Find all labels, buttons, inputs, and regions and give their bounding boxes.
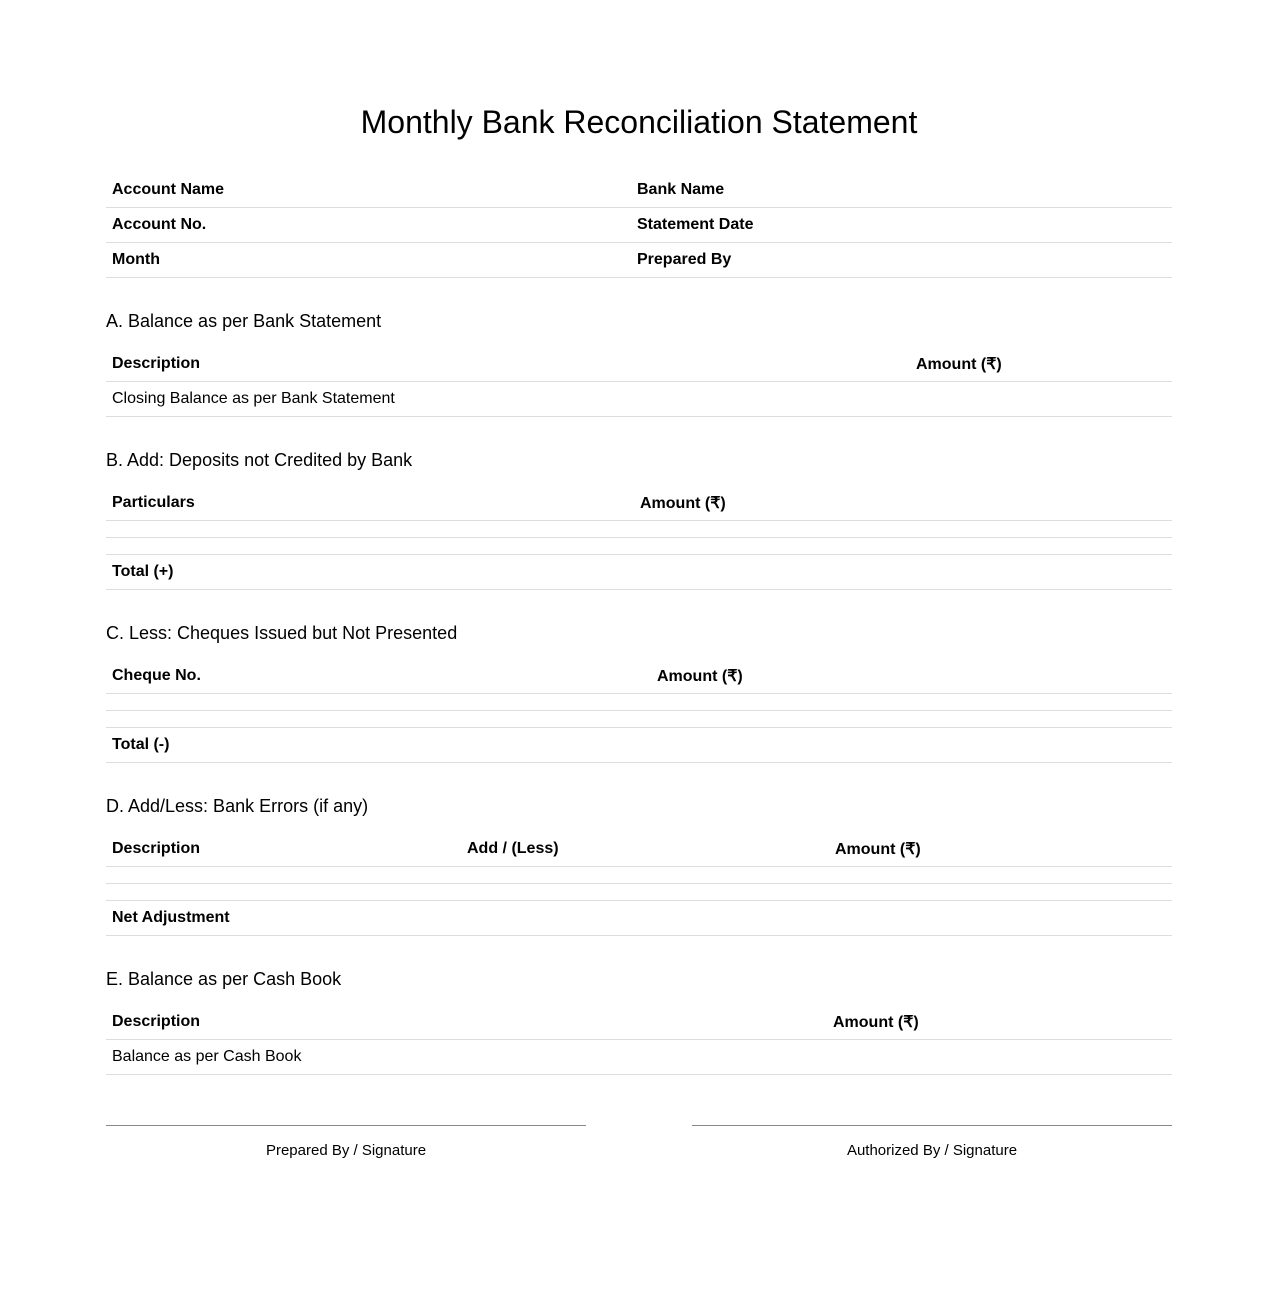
statement-date-label: Statement Date bbox=[631, 208, 1172, 243]
col-description: Description bbox=[106, 347, 910, 382]
net-adjustment-amount[interactable] bbox=[829, 901, 1172, 936]
empty-cell[interactable] bbox=[106, 711, 651, 728]
month-label: Month bbox=[106, 243, 631, 278]
net-adjustment-label: Net Adjustment bbox=[106, 901, 461, 936]
prepared-by-label: Prepared By bbox=[631, 243, 1172, 278]
empty-cell[interactable] bbox=[829, 867, 1172, 884]
account-no-label: Account No. bbox=[106, 208, 631, 243]
col-particulars: Particulars bbox=[106, 486, 634, 521]
cash-book-balance-row: Balance as per Cash Book bbox=[106, 1040, 827, 1075]
account-name-label: Account Name bbox=[106, 173, 631, 208]
col-cheque-no: Cheque No. bbox=[106, 659, 651, 694]
col-amount: Amount (₹) bbox=[910, 347, 1172, 382]
closing-balance-row: Closing Balance as per Bank Statement bbox=[106, 382, 910, 417]
col-amount: Amount (₹) bbox=[827, 1005, 1172, 1040]
section-a-table bbox=[106, 347, 1172, 417]
col-description: Description bbox=[106, 1005, 827, 1040]
bank-name-label: Bank Name bbox=[631, 173, 1172, 208]
empty-cell[interactable] bbox=[106, 867, 461, 884]
empty-cell[interactable] bbox=[106, 694, 651, 711]
empty-cell[interactable] bbox=[634, 521, 1172, 538]
empty-cell[interactable] bbox=[651, 711, 1172, 728]
col-amount: Amount (₹) bbox=[634, 486, 1172, 521]
total-minus-label: Total (-) bbox=[106, 728, 651, 763]
authorized-by-signature: Authorized By / Signature bbox=[692, 1125, 1172, 1159]
col-amount: Amount (₹) bbox=[651, 659, 1172, 694]
section-e-heading: E. Balance as per Cash Book bbox=[106, 969, 342, 989]
col-description: Description bbox=[106, 832, 461, 867]
empty-cell[interactable] bbox=[461, 884, 829, 901]
section-d-table bbox=[106, 832, 1172, 936]
section-c-table bbox=[106, 659, 1172, 763]
page-title: Monthly Bank Reconciliation Statement bbox=[360, 104, 918, 140]
total-plus-amount[interactable] bbox=[634, 555, 1172, 590]
prepared-by-signature: Prepared By / Signature bbox=[106, 1125, 586, 1159]
empty-cell[interactable] bbox=[106, 521, 634, 538]
signature-area bbox=[106, 1125, 1172, 1159]
total-minus-amount[interactable] bbox=[651, 728, 1172, 763]
cash-book-balance-amount[interactable] bbox=[827, 1040, 1172, 1075]
closing-balance-amount[interactable] bbox=[910, 382, 1172, 417]
account-info-table bbox=[106, 173, 1172, 278]
empty-cell[interactable] bbox=[106, 884, 461, 901]
section-b-table bbox=[106, 486, 1172, 590]
section-c-heading: C. Less: Cheques Issued but Not Presented bbox=[106, 623, 458, 643]
empty-cell[interactable] bbox=[651, 694, 1172, 711]
empty-cell[interactable] bbox=[461, 901, 829, 936]
col-amount: Amount (₹) bbox=[829, 832, 1172, 867]
empty-cell[interactable] bbox=[829, 884, 1172, 901]
empty-cell[interactable] bbox=[634, 538, 1172, 555]
empty-cell[interactable] bbox=[461, 867, 829, 884]
section-b-heading: B. Add: Deposits not Credited by Bank bbox=[106, 450, 413, 470]
section-e-table bbox=[106, 1005, 1172, 1075]
total-plus-label: Total (+) bbox=[106, 555, 634, 590]
empty-cell[interactable] bbox=[106, 538, 634, 555]
col-add-less: Add / (Less) bbox=[461, 832, 829, 867]
section-d-heading: D. Add/Less: Bank Errors (if any) bbox=[106, 796, 369, 816]
section-a-heading: A. Balance as per Bank Statement bbox=[106, 311, 382, 331]
